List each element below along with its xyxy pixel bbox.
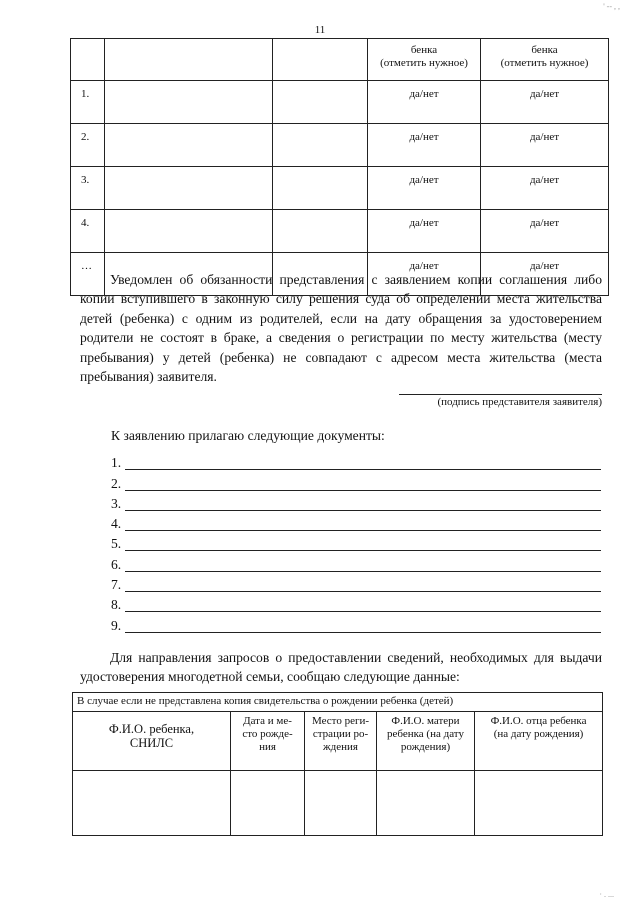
list-item (111, 612, 601, 632)
row-number: 1. (71, 81, 105, 124)
list-item-number: 4. (111, 516, 122, 532)
row-cell-name[interactable] (105, 81, 273, 124)
list-item (111, 470, 601, 490)
corner-mark-bottom: · . ... (599, 890, 614, 899)
row-number: 4. (71, 210, 105, 253)
column-header-father-name: Ф.И.О. отца ребенка (на дату рождения) (475, 712, 603, 771)
table-cell[interactable] (305, 771, 377, 836)
row-cell[interactable] (273, 210, 368, 253)
list-item-number: 8. (111, 597, 122, 613)
fill-line[interactable] (125, 538, 601, 551)
yes-no-mark[interactable]: да/нет (481, 81, 609, 124)
yes-no-mark[interactable]: да/нет (368, 124, 481, 167)
header-cell-father: бенка (отметить нужное) (481, 39, 609, 81)
fill-line[interactable] (125, 579, 601, 592)
corner-mark-top: ' -- , , (603, 2, 620, 11)
notice-paragraph (80, 270, 602, 386)
row-cell[interactable] (273, 81, 368, 124)
list-item (111, 551, 601, 571)
list-item (111, 491, 601, 511)
yes-no-mark[interactable]: да/нет (368, 81, 481, 124)
birth-table-caption: В случае если не представлена копия свидетельства о рождении ребенка (детей) (73, 693, 603, 712)
header-cell (273, 39, 368, 81)
notice-paragraph-text: Уведомлен об обязанности представления с заявлением копии соглашения либо копии вступившего в законную силу решения суда об определении места жительства детей (ребенка) с одним из родителей, если на дату обращения за удостоверением родители не состоят в браке, а сведения о регистрации по месту жительства (месту пребывания) у детей (ребенка) не совпадают с адресом места жительства (места пребывания) заявителя. (80, 272, 602, 385)
signature-line[interactable] (399, 394, 602, 395)
requests-paragraph (80, 648, 602, 686)
list-item (111, 450, 601, 470)
header-cell (105, 39, 273, 81)
row-cell[interactable] (273, 167, 368, 210)
row-cell-name[interactable] (105, 124, 273, 167)
yes-no-mark[interactable]: да/нет (368, 167, 481, 210)
yes-no-mark[interactable]: да/нет (481, 124, 609, 167)
children-table (70, 38, 609, 296)
table-row (71, 167, 609, 210)
row-cell-name[interactable] (105, 210, 273, 253)
table-cell[interactable] (475, 771, 603, 836)
list-item-number: 1. (111, 455, 122, 471)
list-item-number: 9. (111, 617, 122, 633)
table-row (73, 771, 603, 836)
fill-line[interactable] (125, 559, 601, 572)
list-item (111, 572, 601, 592)
column-header-child-name: Ф.И.О. ребенка, СНИЛС (73, 712, 231, 771)
list-item-number: 2. (111, 475, 122, 491)
row-number: … (71, 253, 105, 296)
list-item-number: 3. (111, 495, 122, 511)
list-item (111, 592, 601, 612)
fill-line[interactable] (125, 478, 601, 491)
children-table-header (71, 39, 609, 81)
row-cell[interactable] (273, 124, 368, 167)
yes-no-mark[interactable]: да/нет (481, 210, 609, 253)
table-cell[interactable] (231, 771, 305, 836)
header-cell (71, 39, 105, 81)
table-row (71, 124, 609, 167)
table-row (71, 81, 609, 124)
yes-no-mark[interactable]: да/нет (368, 253, 481, 296)
row-number: 3. (71, 167, 105, 210)
list-item (111, 531, 601, 551)
birth-info-table (72, 692, 603, 836)
column-header-mother-name: Ф.И.О. матери ребенка (на дату рождения) (377, 712, 475, 771)
requests-paragraph-text: Для направления запросов о предоставлении сведений, необходимых для выдачи удостоверения многодетной семьи, сообщаю следующие данные: (80, 650, 602, 684)
fill-line[interactable] (125, 518, 601, 531)
column-header-registration-place: Место реги- страции ро- ждения (305, 712, 377, 771)
signature-label: (подпись представителя заявителя) (437, 396, 602, 408)
page-number: 11 (314, 24, 326, 36)
yes-no-mark[interactable]: да/нет (481, 253, 609, 296)
column-header-birth-date: Дата и ме- сто рожде- ния (231, 712, 305, 771)
fill-line[interactable] (125, 498, 601, 511)
list-item-number: 6. (111, 556, 122, 572)
yes-no-mark[interactable]: да/нет (481, 167, 609, 210)
row-cell-name[interactable] (105, 167, 273, 210)
yes-no-mark[interactable]: да/нет (368, 210, 481, 253)
header-cell-mother: бенка (отметить нужное) (368, 39, 481, 81)
attachments-title: К заявлению прилагаю следующие документы: (111, 428, 385, 443)
table-cell[interactable] (73, 771, 231, 836)
table-cell[interactable] (377, 771, 475, 836)
list-item-number: 5. (111, 536, 122, 552)
list-item-number: 7. (111, 577, 122, 593)
fill-line[interactable] (125, 599, 601, 612)
list-item (111, 511, 601, 531)
fill-line[interactable] (125, 457, 601, 470)
row-number: 2. (71, 124, 105, 167)
attachments-list (111, 450, 601, 633)
fill-line[interactable] (125, 620, 601, 633)
table-row (71, 210, 609, 253)
